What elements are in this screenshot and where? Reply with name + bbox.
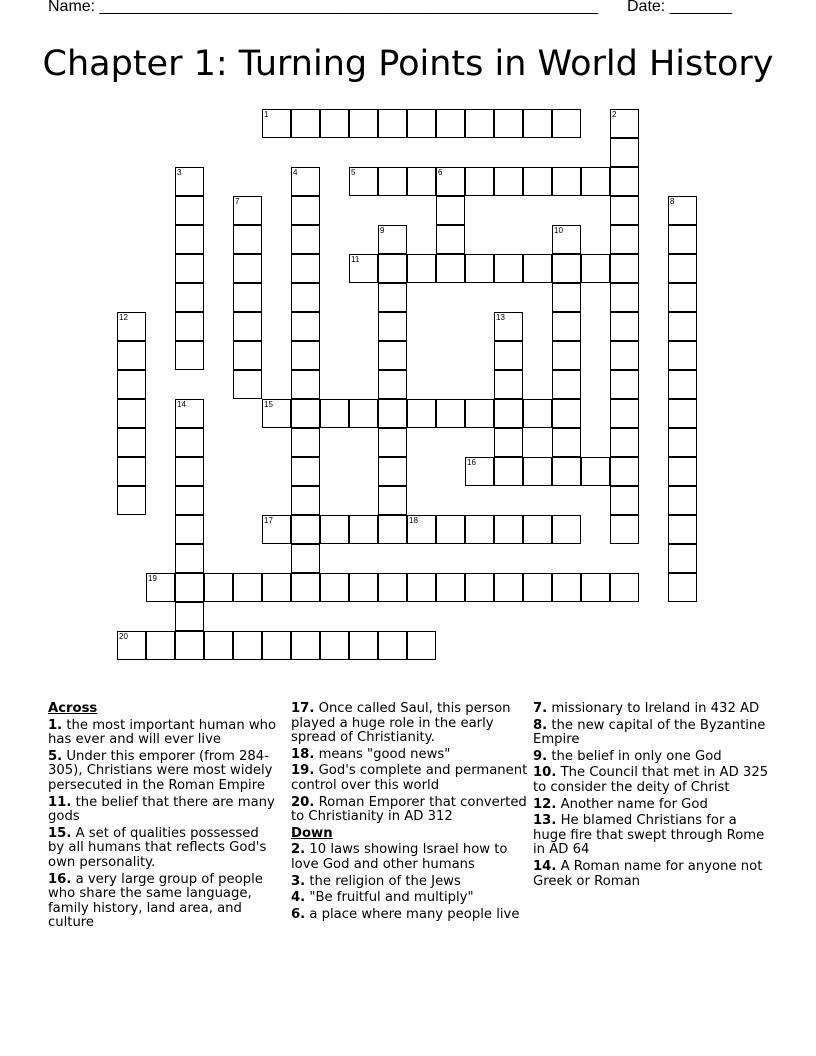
grid-cell[interactable] <box>378 486 407 515</box>
grid-cell[interactable] <box>552 109 581 138</box>
grid-cell[interactable] <box>175 225 204 254</box>
grid-cell[interactable] <box>175 602 204 631</box>
clue-text: the belief that there are many gods <box>48 794 275 825</box>
grid-cell[interactable] <box>668 544 697 573</box>
grid-cell[interactable] <box>668 254 697 283</box>
grid-cell[interactable] <box>407 631 436 660</box>
grid-cell[interactable] <box>175 312 204 341</box>
grid-cell[interactable] <box>668 428 697 457</box>
grid-cell[interactable] <box>175 428 204 457</box>
grid-cell[interactable] <box>233 225 262 254</box>
clue-number: 16. <box>48 871 72 887</box>
grid-cell[interactable] <box>523 573 552 602</box>
clue-number: 17. <box>291 701 315 716</box>
grid-cell[interactable] <box>146 573 175 602</box>
grid-cell[interactable] <box>668 196 697 225</box>
clue-text: 10 laws showing Israel how to love God and other humans <box>291 842 508 872</box>
grid-cell[interactable] <box>494 341 523 370</box>
clue-item <box>291 764 531 793</box>
grid-cell[interactable] <box>494 399 523 428</box>
grid-cell[interactable] <box>117 457 146 486</box>
clue-number: 9. <box>533 748 548 764</box>
grid-cell[interactable] <box>523 109 552 138</box>
grid-cell[interactable] <box>610 225 639 254</box>
grid-cell[interactable] <box>378 399 407 428</box>
grid-cell[interactable] <box>581 573 610 602</box>
grid-cell[interactable] <box>204 573 233 602</box>
grid-cell[interactable] <box>117 341 146 370</box>
clue-text: Roman Emporer that converted to Christianity in AD 312 <box>291 794 527 825</box>
grid-cell[interactable] <box>610 370 639 399</box>
grid-cell[interactable] <box>117 428 146 457</box>
grid-cell[interactable] <box>291 457 320 486</box>
grid-cell[interactable] <box>552 167 581 196</box>
grid-cell[interactable] <box>436 573 465 602</box>
grid-cell[interactable] <box>175 196 204 225</box>
clue-text: He blamed Christians for a huge fire that swept through Rome in AD 64 <box>533 813 765 858</box>
grid-cell[interactable] <box>494 515 523 544</box>
grid-cell[interactable] <box>291 283 320 312</box>
grid-cell[interactable] <box>233 370 262 399</box>
cell-number: 9 <box>380 226 385 235</box>
cell-number: 20 <box>119 632 128 641</box>
cell-number: 15 <box>264 400 273 409</box>
clue-number: 1. <box>48 717 63 733</box>
grid-cell[interactable] <box>378 457 407 486</box>
clue-number: 3. <box>291 873 306 889</box>
cell-number: 2 <box>612 110 617 119</box>
clue-text: The Council that met in AD 325 to consider the deity of Christ <box>533 765 769 795</box>
grid-cell[interactable] <box>291 399 320 428</box>
grid-cell[interactable] <box>291 109 320 138</box>
grid-cell[interactable] <box>668 399 697 428</box>
grid-cell[interactable] <box>552 399 581 428</box>
grid-cell[interactable] <box>378 312 407 341</box>
grid-cell[interactable] <box>610 109 639 138</box>
section-heading-across: Across <box>48 701 98 716</box>
clue-text: the new capital of the Byzantine Empire <box>533 717 766 748</box>
cell-number: 4 <box>293 168 298 177</box>
clue-text: a place where many people live <box>305 906 520 922</box>
clue-text: Under this emporer (from 284-305), Christians were most widely persecuted in the Roman Empire <box>48 748 273 793</box>
clue-item <box>291 875 531 890</box>
cell-number: 8 <box>670 197 675 206</box>
clue-text: Once called Saul, this person played a huge role in the early spread of Christianity. <box>291 701 511 746</box>
grid-cell[interactable] <box>233 341 262 370</box>
cell-number: 5 <box>351 168 356 177</box>
grid-cell[interactable] <box>175 341 204 370</box>
grid-cell[interactable] <box>610 341 639 370</box>
grid-cell[interactable] <box>465 167 494 196</box>
grid-cell[interactable] <box>552 370 581 399</box>
cell-number: 3 <box>177 168 182 177</box>
clue-text: A set of qualities possessed by all humans that reflects God's own personality. <box>48 825 267 870</box>
grid-cell[interactable] <box>291 225 320 254</box>
grid-cell[interactable] <box>407 515 436 544</box>
clue-item <box>48 719 278 748</box>
clue-number: 19. <box>291 763 315 779</box>
grid-cell[interactable] <box>349 167 378 196</box>
grid-cell[interactable] <box>175 486 204 515</box>
clue-item <box>48 827 278 871</box>
grid-cell[interactable] <box>291 312 320 341</box>
grid-cell[interactable] <box>436 196 465 225</box>
grid-cell[interactable] <box>378 167 407 196</box>
grid-cell[interactable] <box>465 399 494 428</box>
grid-cell[interactable] <box>494 457 523 486</box>
clue-item <box>48 873 278 931</box>
grid-cell[interactable] <box>378 428 407 457</box>
grid-cell[interactable] <box>552 428 581 457</box>
grid-cell[interactable] <box>581 167 610 196</box>
grid-cell[interactable] <box>291 544 320 573</box>
grid-cell[interactable] <box>233 283 262 312</box>
grid-cell[interactable] <box>378 254 407 283</box>
cell-number: 17 <box>264 516 273 525</box>
grid-cell[interactable] <box>175 283 204 312</box>
clues-column-2 <box>291 702 531 924</box>
grid-cell[interactable] <box>494 109 523 138</box>
clue-number: 2. <box>291 842 306 858</box>
clue-text: A Roman name for anyone not Greek or Roman <box>533 858 763 889</box>
grid-cell[interactable] <box>407 109 436 138</box>
clue-number: 20. <box>291 794 315 810</box>
grid-cell[interactable] <box>291 167 320 196</box>
grid-cell[interactable] <box>378 515 407 544</box>
clue-number: 18. <box>291 746 315 762</box>
grid-cell[interactable] <box>610 428 639 457</box>
clue-item <box>48 750 278 794</box>
grid-cell[interactable] <box>175 544 204 573</box>
grid-cell[interactable] <box>465 254 494 283</box>
cell-number: 10 <box>554 226 563 235</box>
grid-cell[interactable] <box>262 399 291 428</box>
clue-number: 5. <box>48 748 63 764</box>
grid-cell[interactable] <box>407 573 436 602</box>
grid-cell[interactable] <box>436 399 465 428</box>
grid-cell[interactable] <box>349 573 378 602</box>
grid-cell[interactable] <box>378 631 407 660</box>
grid-cell[interactable] <box>494 254 523 283</box>
grid-cell[interactable] <box>552 225 581 254</box>
grid-cell[interactable] <box>407 167 436 196</box>
grid-cell[interactable] <box>436 515 465 544</box>
grid-cell[interactable] <box>262 109 291 138</box>
grid-cell[interactable] <box>407 399 436 428</box>
grid-cell[interactable] <box>233 196 262 225</box>
clue-text: the religion of the Jews <box>305 873 461 889</box>
clue-item <box>291 908 531 923</box>
grid-cell[interactable] <box>668 370 697 399</box>
clue-item <box>533 814 773 858</box>
clue-number: 8. <box>533 717 548 733</box>
grid-cell[interactable] <box>494 370 523 399</box>
cell-number: 11 <box>351 255 360 264</box>
grid-cell[interactable] <box>233 573 262 602</box>
clue-item <box>533 719 773 748</box>
grid-cell[interactable] <box>523 515 552 544</box>
grid-cell[interactable] <box>233 631 262 660</box>
clue-item <box>533 702 773 717</box>
cell-number: 12 <box>119 313 128 322</box>
clue-item <box>291 891 531 906</box>
clue-text: Another name for God <box>556 796 708 812</box>
grid-cell[interactable] <box>523 457 552 486</box>
grid-cell[interactable] <box>349 631 378 660</box>
clues-column-1 <box>48 702 278 933</box>
grid-cell[interactable] <box>175 167 204 196</box>
clue-number: 11. <box>48 794 72 810</box>
grid-cell[interactable] <box>552 254 581 283</box>
clues-column-3 <box>533 702 773 891</box>
grid-cell[interactable] <box>668 283 697 312</box>
grid-cell[interactable] <box>610 167 639 196</box>
date-line[interactable]: Date: _______ <box>627 0 732 15</box>
grid-cell[interactable] <box>175 515 204 544</box>
grid-cell[interactable] <box>349 109 378 138</box>
grid-cell[interactable] <box>465 573 494 602</box>
clue-number: 13. <box>533 813 557 829</box>
grid-cell[interactable] <box>523 254 552 283</box>
grid-cell[interactable] <box>291 428 320 457</box>
clue-number: 12. <box>533 796 557 812</box>
grid-cell[interactable] <box>291 341 320 370</box>
grid-cell[interactable] <box>610 399 639 428</box>
section-heading-down: Down <box>291 825 333 841</box>
grid-cell[interactable] <box>668 341 697 370</box>
clue-item <box>533 766 773 795</box>
grid-cell[interactable] <box>378 341 407 370</box>
clue-number: 6. <box>291 906 306 922</box>
grid-cell[interactable] <box>175 254 204 283</box>
clue-text: missionary to Ireland in 432 AD <box>547 701 760 716</box>
clue-item <box>48 796 278 825</box>
page-title: Chapter 1: Turning Points in World History <box>42 44 774 84</box>
cell-number: 13 <box>496 313 505 322</box>
grid-cell[interactable] <box>581 457 610 486</box>
clue-item <box>533 798 773 813</box>
grid-cell[interactable] <box>291 573 320 602</box>
grid-cell[interactable] <box>349 254 378 283</box>
grid-cell[interactable] <box>436 167 465 196</box>
grid-cell[interactable] <box>378 283 407 312</box>
cell-number: 16 <box>467 458 476 467</box>
grid-cell[interactable] <box>610 515 639 544</box>
clue-text: "Be fruitful and multiply" <box>305 890 474 906</box>
grid-cell[interactable] <box>320 515 349 544</box>
grid-cell[interactable] <box>610 138 639 167</box>
grid-cell[interactable] <box>233 312 262 341</box>
grid-cell[interactable] <box>668 573 697 602</box>
grid-cell[interactable] <box>349 399 378 428</box>
grid-cell[interactable] <box>610 196 639 225</box>
grid-cell[interactable] <box>320 109 349 138</box>
grid-cell[interactable] <box>291 515 320 544</box>
grid-cell[interactable] <box>320 573 349 602</box>
grid-cell[interactable] <box>291 370 320 399</box>
grid-cell[interactable] <box>523 167 552 196</box>
grid-cell[interactable] <box>407 254 436 283</box>
grid-cell[interactable] <box>204 631 233 660</box>
grid-cell[interactable] <box>378 370 407 399</box>
grid-cell[interactable] <box>117 312 146 341</box>
clue-item <box>291 796 531 825</box>
grid-cell[interactable] <box>262 515 291 544</box>
grid-cell[interactable] <box>146 631 175 660</box>
grid-cell[interactable] <box>233 254 262 283</box>
grid-cell[interactable] <box>117 631 146 660</box>
grid-cell[interactable] <box>552 341 581 370</box>
grid-cell[interactable] <box>291 254 320 283</box>
grid-cell[interactable] <box>436 225 465 254</box>
clue-number: 4. <box>291 890 306 906</box>
grid-cell[interactable] <box>610 254 639 283</box>
cell-number: 1 <box>264 110 269 119</box>
grid-cell[interactable] <box>378 573 407 602</box>
clue-item <box>291 748 531 763</box>
grid-cell[interactable] <box>610 283 639 312</box>
grid-cell[interactable] <box>668 486 697 515</box>
grid-cell[interactable] <box>117 370 146 399</box>
grid-cell[interactable] <box>552 283 581 312</box>
grid-cell[interactable] <box>668 225 697 254</box>
cell-number: 6 <box>438 168 443 177</box>
grid-cell[interactable] <box>378 109 407 138</box>
grid-cell[interactable] <box>465 515 494 544</box>
grid-cell[interactable] <box>581 254 610 283</box>
grid-cell[interactable] <box>668 312 697 341</box>
grid-cell[interactable] <box>552 573 581 602</box>
cell-number: 19 <box>148 574 157 583</box>
grid-cell[interactable] <box>523 399 552 428</box>
clue-text: means "good news" <box>314 746 451 762</box>
cell-number: 7 <box>235 197 240 206</box>
grid-cell[interactable] <box>117 486 146 515</box>
clue-text: God's complete and permanent control over this world <box>291 763 528 793</box>
grid-cell[interactable] <box>262 631 291 660</box>
grid-cell[interactable] <box>465 109 494 138</box>
grid-cell[interactable] <box>320 631 349 660</box>
grid-cell[interactable] <box>494 573 523 602</box>
clue-item <box>533 750 773 765</box>
grid-cell[interactable] <box>494 428 523 457</box>
clue-text: a very large group of people who share the same language, family history, land area, and culture <box>48 871 263 931</box>
grid-cell[interactable] <box>291 631 320 660</box>
grid-cell[interactable] <box>610 457 639 486</box>
grid-cell[interactable] <box>175 631 204 660</box>
grid-cell[interactable] <box>349 515 378 544</box>
grid-cell[interactable] <box>610 573 639 602</box>
grid-cell[interactable] <box>175 457 204 486</box>
clue-number: 14. <box>533 858 557 874</box>
clue-number: 15. <box>48 825 72 841</box>
grid-cell[interactable] <box>465 457 494 486</box>
grid-cell[interactable] <box>175 573 204 602</box>
grid-cell[interactable] <box>668 457 697 486</box>
grid-cell[interactable] <box>320 399 349 428</box>
clue-text: the most important human who has ever and will ever live <box>48 717 277 748</box>
grid-cell[interactable] <box>610 486 639 515</box>
name-line[interactable]: Name: ________________________________________________________ <box>48 0 598 15</box>
grid-cell[interactable] <box>378 225 407 254</box>
grid-cell[interactable] <box>262 573 291 602</box>
grid-cell[interactable] <box>552 457 581 486</box>
clue-item <box>533 860 773 889</box>
grid-cell[interactable] <box>552 515 581 544</box>
clue-number: 10. <box>533 765 557 781</box>
grid-cell[interactable] <box>436 254 465 283</box>
grid-cell[interactable] <box>610 312 639 341</box>
grid-cell[interactable] <box>175 399 204 428</box>
grid-cell[interactable] <box>291 196 320 225</box>
grid-cell[interactable] <box>668 515 697 544</box>
grid-cell[interactable] <box>436 109 465 138</box>
grid-cell[interactable] <box>291 486 320 515</box>
grid-cell[interactable] <box>552 312 581 341</box>
grid-cell[interactable] <box>494 312 523 341</box>
cell-number: 14 <box>177 400 186 409</box>
clue-number: 7. <box>533 701 548 716</box>
grid-cell[interactable] <box>117 399 146 428</box>
grid-cell[interactable] <box>494 167 523 196</box>
cell-number: 18 <box>409 516 418 525</box>
clue-text: the belief in only one God <box>547 748 722 764</box>
clue-item <box>291 843 531 872</box>
clue-item <box>291 702 531 746</box>
